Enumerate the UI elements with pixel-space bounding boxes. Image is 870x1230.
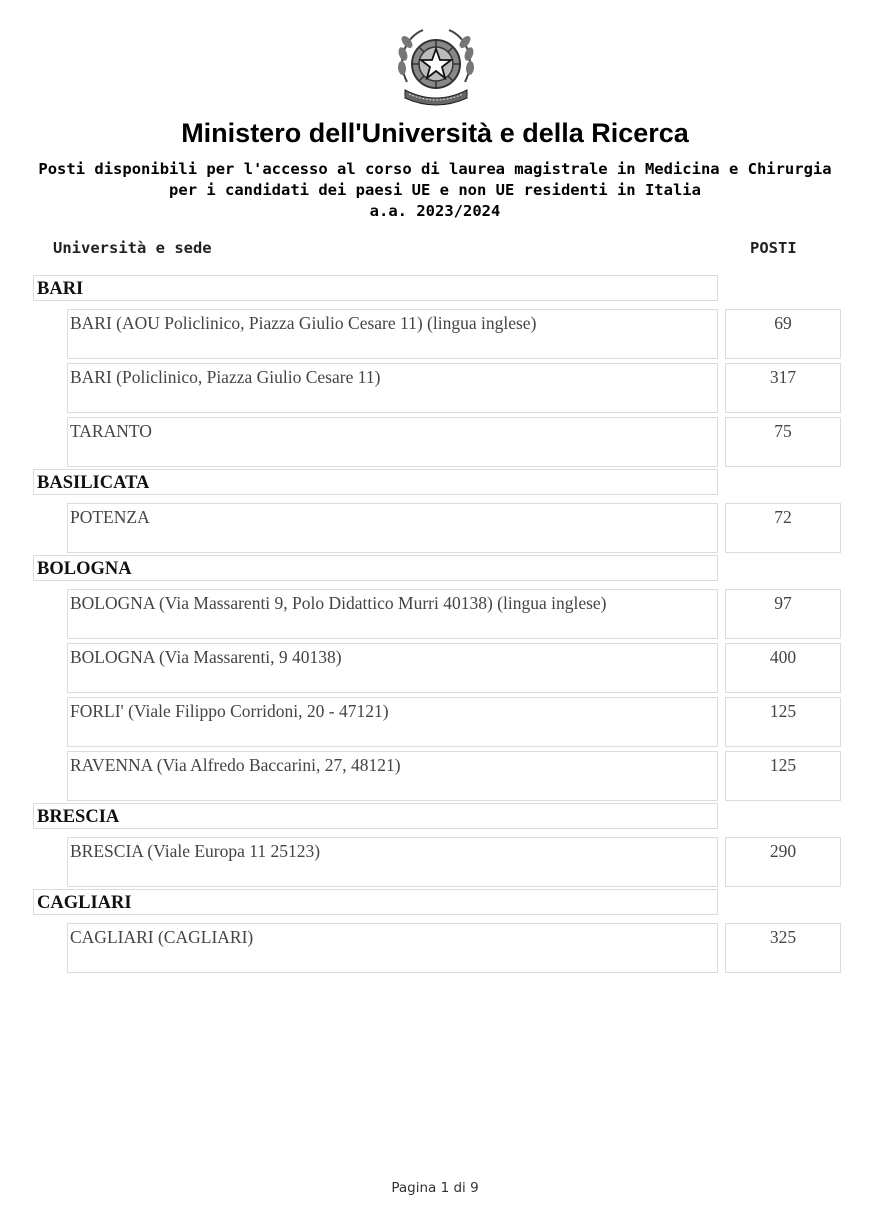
sede-cell: BRESCIA (Viale Europa 11 25123) bbox=[67, 837, 718, 887]
posti-cell: 125 bbox=[725, 751, 841, 801]
region-header: BARI bbox=[33, 275, 718, 301]
page-number: Pagina 1 di 9 bbox=[391, 1180, 479, 1196]
sede-cell: BOLOGNA (Via Massarenti, 9 40138) bbox=[67, 643, 718, 693]
sede-cell: FORLI' (Viale Filippo Corridoni, 20 - 47121) bbox=[67, 697, 718, 747]
subtitle-academic-year: a.a. 2023/2024 bbox=[369, 202, 501, 220]
region-header: BOLOGNA bbox=[33, 555, 718, 581]
ministry-title: Ministero dell'Università e della Ricerca bbox=[181, 118, 689, 148]
posti-cell: 125 bbox=[725, 697, 841, 747]
sede-cell: POTENZA bbox=[67, 503, 718, 553]
posti-cell: 317 bbox=[725, 363, 841, 413]
column-header-university: Università e sede bbox=[53, 239, 212, 257]
sede-cell: CAGLIARI (CAGLIARI) bbox=[67, 923, 718, 973]
posti-cell: 69 bbox=[725, 309, 841, 359]
italian-republic-emblem-icon bbox=[393, 24, 479, 110]
posti-cell: 72 bbox=[725, 503, 841, 553]
sede-cell: BOLOGNA (Via Massarenti 9, Polo Didattico Murri 40138) (lingua inglese) bbox=[67, 589, 718, 639]
subtitle-line-1: Posti disponibili per l'accesso al corso di laurea magistrale in Medicina e Chirurgia bbox=[38, 160, 832, 178]
posti-cell: 325 bbox=[725, 923, 841, 973]
sede-cell: BARI (Policlinico, Piazza Giulio Cesare 11) bbox=[67, 363, 718, 413]
posti-cell: 290 bbox=[725, 837, 841, 887]
sede-cell: TARANTO bbox=[67, 417, 718, 467]
posti-cell: 75 bbox=[725, 417, 841, 467]
sede-cell: BARI (AOU Policlinico, Piazza Giulio Cesare 11) (lingua inglese) bbox=[67, 309, 718, 359]
posti-cell: 400 bbox=[725, 643, 841, 693]
column-header-posti: POSTI bbox=[750, 239, 797, 257]
posti-cell: 97 bbox=[725, 589, 841, 639]
subtitle-line-2: per i candidati dei paesi UE e non UE residenti in Italia bbox=[169, 181, 701, 199]
region-header: CAGLIARI bbox=[33, 889, 718, 915]
region-header: BRESCIA bbox=[33, 803, 718, 829]
region-header: BASILICATA bbox=[33, 469, 718, 495]
sede-cell: RAVENNA (Via Alfredo Baccarini, 27, 48121) bbox=[67, 751, 718, 801]
